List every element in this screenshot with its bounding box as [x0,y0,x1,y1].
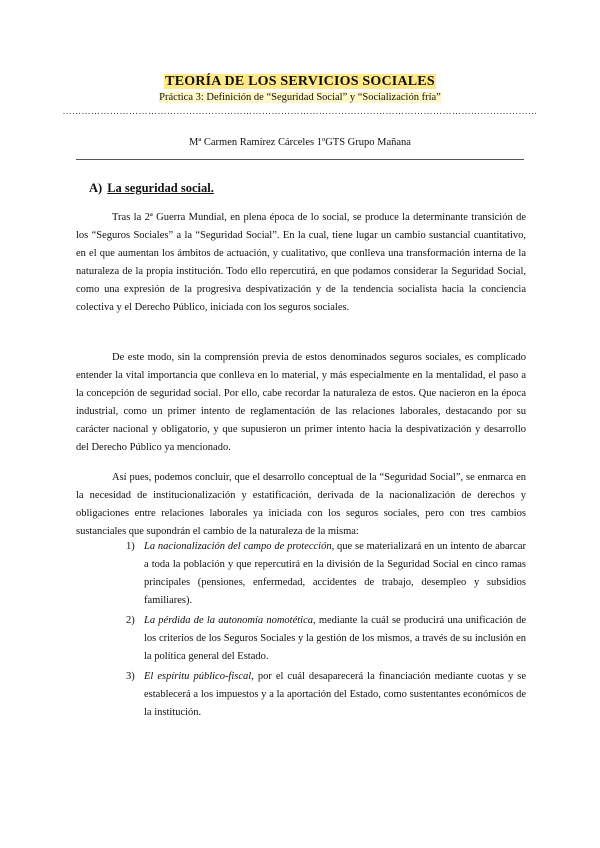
section-heading [89,181,214,196]
list-item-emphasis: El espíritu público-fiscal [144,671,252,682]
numbered-list [76,538,526,724]
horizontal-rule [76,159,524,160]
paragraph: Tras la 2ª Guerra Mundial, en plena época de lo social, se produce la determinante transición de los “Seguros Sociales” a la “Seguridad Social”. En la cual, tiene lugar un cambio sustancial cuantitativo, en el que aumentan los ámbitos de actuación, y cualitativo, que conlleva una transformación interna de la naturaleza de la propia institución. Todo ello repercutirá, en que podamos considerar la Seguridad Social, como una expresión de la progresiva despivatización y de la tendencia socialista hacia la conciencia colectiva y el Derecho Público, iniciada con los seguros sociales. [76,212,526,313]
paragraph: De este modo, sin la comprensión previa de estos denominados seguros sociales, es complicado entender la vital importancia que conlleva en lo material, y más especialmente en la mentalidad, el paso a la concepción de seguridad social. Por ello, cabe recordar la naturaleza de estos. Que nacieron en la época industrial, como un primer intento de reglamentación de las relaciones laborales, destacando por su carácter nacional y obligatorio, y que supusieron un primer intento hacia la despivatización y desarrollo del Derecho Público ya mencionado. [76,352,526,453]
list-item-emphasis: La pérdida de la autonomía nomotética [144,615,313,626]
author-line: Mª Carmen Ramírez Cárceles 1ºGTS Grupo Mañana [189,137,411,148]
section-letter: A) [89,181,103,195]
document-subtitle: Práctica 3: Definición de “Seguridad Social” y “Socialización fría” [159,92,441,103]
section-title: La seguridad social. [107,181,214,195]
paragraph: Así pues, podemos concluir, que el desarrollo conceptual de la “Seguridad Social”, se enmarca en la necesidad de institucionalización y estatificación, derivada de la nacionalización de derechos y obligaciones entre relaciones laborales ya iniciada con los seguros sociales, pero con tres cambios sustanciales que supondrán el cambio de la naturaleza de la misma: [76,472,526,537]
list-item: 1) La nacionalización del campo de protección, que se materializará en un intento de abarcar a toda la población y que repercutirá en la división de la Seguridad Social en cinco ramas principales (pensiones, enfermedad, accidentes de trabajo, desempleo y subsidios familiares). [126,541,526,606]
list-item: 2) La pérdida de la autonomía nomotética, mediante la cuál se producirá una unificación de los criterios de los Seguros Sociales y la gestión de los mismos, a través de su inclusión en la política general del Estado. [126,615,527,662]
list-item: 3) El espíritu público-fiscal, por el cuál desaparecerá la financiación mediante cuotas y se establecerá a los impuestos y a la aportación del Estado, como sustentantes económicos de la institución. [126,671,526,718]
document-title: TEORÍA DE LOS SERVICIOS SOCIALES [165,74,435,89]
dotted-separator: …………………………………………………………………………………………………………………………………… [62,106,538,116]
list-item-emphasis: La nacionalización del campo de protección [144,541,332,552]
